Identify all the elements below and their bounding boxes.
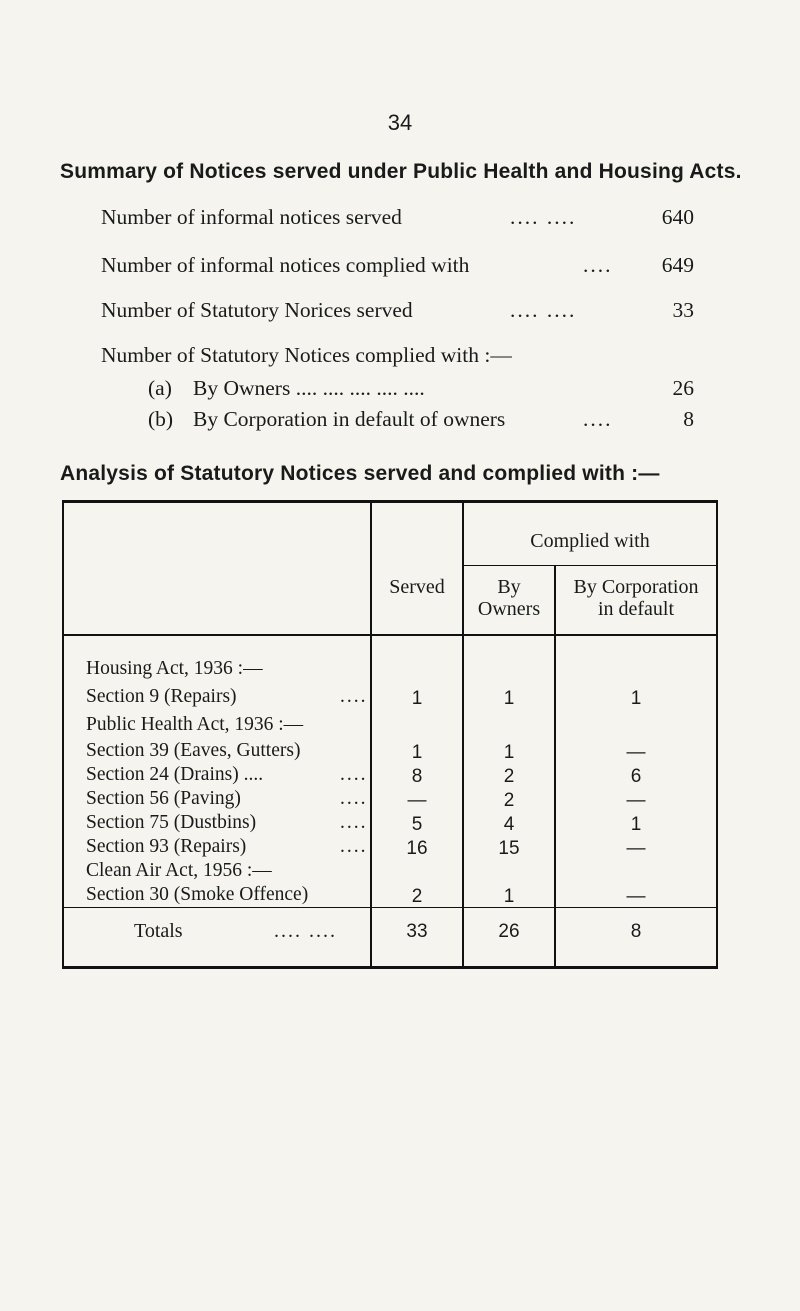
row-label: Section 56 (Paving) bbox=[86, 788, 241, 809]
page-number: 34 bbox=[387, 110, 413, 135]
summary-heading: Summary of Notices served under Public Health and Housing Acts. bbox=[60, 160, 742, 183]
row-label: Section 75 (Dustbins) bbox=[86, 812, 257, 833]
analysis-heading: Analysis of Statutory Notices served and complied with :— bbox=[60, 462, 660, 485]
leader-dots: .... bbox=[340, 764, 368, 785]
row-label: Clean Air Act, 1956 :— bbox=[86, 860, 272, 881]
header-by-corp-2: in default bbox=[597, 598, 675, 620]
cell-owners: 1 bbox=[503, 742, 515, 763]
totals-owners: 26 bbox=[498, 921, 520, 942]
summary-row-label: Number of informal notices complied with bbox=[101, 253, 470, 277]
subrow-marker: (b) bbox=[148, 407, 174, 431]
leader-dots: .... bbox=[340, 836, 368, 857]
complied-sub-rule bbox=[462, 565, 718, 566]
row-label: Section 9 (Repairs) bbox=[86, 686, 237, 707]
cell-corp: — bbox=[626, 838, 646, 859]
totals-served: 33 bbox=[406, 921, 428, 942]
cell-served: 8 bbox=[411, 766, 423, 787]
cell-corp: 1 bbox=[630, 814, 642, 835]
subrow-value: 8 bbox=[683, 407, 694, 431]
cell-corp: — bbox=[626, 790, 646, 811]
summary-row-value: 33 bbox=[672, 298, 694, 322]
subrow-label: By Owners .... .... .... .... .... bbox=[193, 376, 425, 400]
leader-dots: .... bbox=[583, 407, 613, 431]
table-right-rule bbox=[716, 500, 718, 969]
cell-corp: 6 bbox=[630, 766, 642, 787]
header-bottom-rule bbox=[62, 634, 718, 636]
table-top-rule bbox=[62, 500, 718, 503]
cell-served: 2 bbox=[411, 886, 423, 907]
summary-row-value: 640 bbox=[661, 205, 694, 229]
summary-row-label: Number of Statutory Norices served bbox=[101, 298, 413, 322]
cell-served: 1 bbox=[411, 688, 423, 709]
row-label: Section 93 (Repairs) bbox=[86, 836, 247, 857]
cell-corp: — bbox=[626, 886, 646, 907]
header-complied-with: Complied with bbox=[530, 530, 650, 552]
cell-owners: 2 bbox=[503, 790, 515, 811]
leader-dots: .... .... bbox=[510, 298, 577, 322]
cell-corp: — bbox=[626, 742, 646, 763]
summary-row-value: 649 bbox=[661, 253, 694, 277]
cell-served: — bbox=[407, 790, 427, 811]
cell-owners: 1 bbox=[503, 688, 515, 709]
cell-served: 1 bbox=[411, 742, 423, 763]
complied-label: Number of Statutory Notices complied with :— bbox=[101, 343, 512, 367]
subrow-label: By Corporation in default of owners bbox=[193, 407, 506, 431]
table-bottom-rule bbox=[62, 966, 718, 969]
leader-dots: .... .... bbox=[510, 205, 577, 229]
cell-owners: 2 bbox=[503, 766, 515, 787]
cell-owners: 1 bbox=[503, 886, 515, 907]
row-label: Section 24 (Drains) .... bbox=[86, 764, 264, 785]
row-label: Public Health Act, 1936 :— bbox=[86, 714, 304, 735]
subrow-marker: (a) bbox=[148, 376, 172, 400]
leader-dots: .... bbox=[340, 788, 368, 809]
cell-owners: 4 bbox=[503, 814, 515, 835]
cell-served: 16 bbox=[406, 838, 428, 859]
header-by-corp-1: By Corporation bbox=[573, 576, 699, 598]
cell-served: 5 bbox=[411, 814, 423, 835]
leader-dots: .... bbox=[340, 686, 368, 707]
header-by-owners-2: Owners bbox=[477, 598, 541, 620]
totals-label: Totals bbox=[134, 920, 183, 942]
subrow-value: 26 bbox=[672, 376, 694, 400]
table-left-rule bbox=[62, 500, 64, 969]
row-label: Housing Act, 1936 :— bbox=[86, 658, 263, 679]
leader-dots: .... bbox=[583, 253, 613, 277]
row-label: Section 39 (Eaves, Gutters) bbox=[86, 740, 301, 761]
cell-owners: 15 bbox=[498, 838, 520, 859]
analysis-table bbox=[62, 500, 718, 970]
leader-dots: .... bbox=[340, 812, 368, 833]
header-by-owners-1: By bbox=[497, 576, 521, 598]
cell-corp: 1 bbox=[630, 688, 642, 709]
leader-dots: .... .... bbox=[274, 920, 337, 942]
row-label: Section 30 (Smoke Offence) bbox=[86, 884, 309, 905]
header-served: Served bbox=[389, 576, 445, 598]
summary-row-label: Number of informal notices served bbox=[101, 205, 402, 229]
totals-corp: 8 bbox=[630, 921, 642, 942]
